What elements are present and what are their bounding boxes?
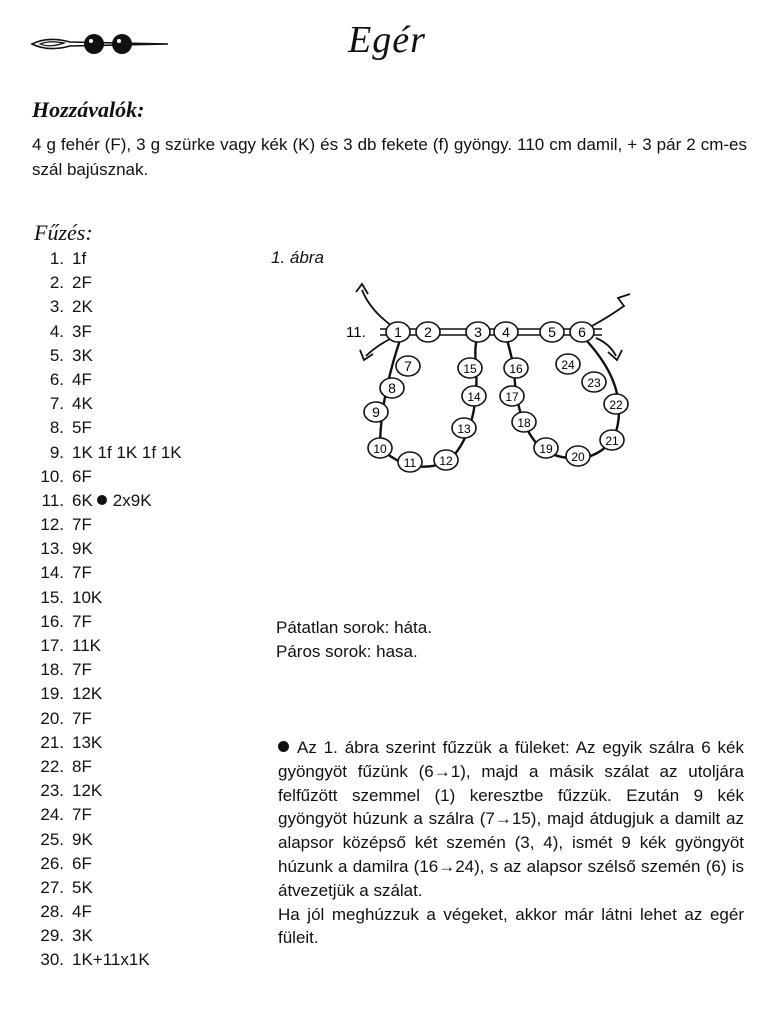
bead-label: 1 bbox=[394, 324, 402, 340]
thread-line bbox=[366, 338, 392, 356]
bead-label: 21 bbox=[605, 434, 619, 448]
step-number: 15. bbox=[40, 587, 64, 607]
step-number: 29. bbox=[40, 926, 64, 946]
step-item bbox=[24, 948, 182, 972]
step-number: 18. bbox=[40, 660, 64, 680]
bead-label: 9 bbox=[372, 404, 380, 420]
step-number: 17. bbox=[40, 636, 64, 655]
step-number: 8. bbox=[49, 418, 64, 438]
instructions-paragraph-2: Ha jól meghúzzuk a végeket, akkor már látni lehet az egér füleit. bbox=[278, 904, 744, 948]
step-item bbox=[24, 392, 182, 416]
bead bbox=[368, 438, 392, 458]
step-item bbox=[24, 368, 182, 392]
step-text: 3K bbox=[72, 345, 93, 365]
bead bbox=[396, 356, 420, 376]
bead-label: 11 bbox=[403, 456, 417, 470]
bead-label: 6 bbox=[578, 324, 586, 340]
step-item bbox=[24, 586, 182, 610]
bead-label: 5 bbox=[548, 324, 556, 340]
bead bbox=[386, 322, 410, 342]
step-number: 30. bbox=[40, 950, 64, 970]
step-text: 3K bbox=[72, 926, 93, 946]
step-text: 8F bbox=[72, 756, 92, 776]
step-number: 5. bbox=[49, 345, 64, 365]
step-item bbox=[24, 320, 182, 344]
step-item bbox=[24, 295, 182, 319]
step-text: 9K bbox=[72, 829, 93, 849]
ear-bead-diagram bbox=[340, 280, 640, 480]
step-number: 13. bbox=[40, 539, 64, 559]
step-text: 7F bbox=[72, 805, 92, 825]
bead-label: 8 bbox=[388, 380, 396, 396]
even-rows-note: Páros sorok: hasa. bbox=[276, 642, 418, 661]
bead-label: 16 bbox=[509, 362, 523, 376]
bead-label: 15 bbox=[463, 362, 477, 376]
step-number: 7. bbox=[49, 394, 64, 414]
step-item bbox=[24, 900, 182, 924]
step-item bbox=[24, 924, 182, 948]
step-text: 7F bbox=[72, 563, 92, 583]
needle-with-beads-icon bbox=[28, 28, 178, 60]
step-number: 25. bbox=[40, 829, 64, 849]
step-number: 11. bbox=[41, 490, 64, 510]
step-number: 12. bbox=[40, 515, 64, 535]
step-item bbox=[24, 852, 182, 876]
step-text: 4F bbox=[72, 902, 92, 922]
bead-label: 14 bbox=[467, 390, 481, 404]
step-item bbox=[24, 610, 182, 634]
step-text: 2K bbox=[72, 297, 93, 317]
step-number: 14. bbox=[40, 563, 64, 583]
step-text: 2F bbox=[72, 273, 92, 293]
step-item bbox=[24, 755, 182, 779]
step-item bbox=[24, 344, 182, 368]
side-label: 11. bbox=[346, 324, 366, 341]
step-item bbox=[24, 828, 182, 852]
step-text: 12K bbox=[72, 781, 103, 801]
threading-steps-list bbox=[24, 247, 182, 973]
bead-label: 10 bbox=[373, 442, 387, 456]
bead bbox=[570, 322, 594, 342]
step-item bbox=[24, 876, 182, 900]
step-text: 6K bbox=[72, 490, 93, 510]
instructions-paragraph-1: Az 1. ábra szerint fűzzük a füleket: Az egyik szálra 6 kék gyöngyöt fűzünk (6→1), majd a másik szálat az utoljára felfűzött szemmel (1) keresztbe fűzzük. Ezután 9 kék gyöngyöt húzunk a szálra (7→15), majd átdugjuk a damilt az alapsor középső két szemén (3, 4), ismét 9 kék gyöngyöt húzunk a damilra (16→24), s az alapsor szélső szemén (6) is átvezetjük a szálat. bbox=[278, 738, 744, 900]
bullet-icon bbox=[278, 741, 289, 752]
step-number: 9. bbox=[49, 442, 64, 462]
step-item bbox=[24, 561, 182, 585]
step-item bbox=[24, 489, 182, 513]
bead bbox=[556, 354, 580, 374]
step-text: 5K bbox=[72, 877, 93, 897]
bead bbox=[604, 394, 628, 414]
bead-label: 17 bbox=[505, 390, 519, 404]
threading-heading: Fűzés: bbox=[34, 220, 93, 245]
bead bbox=[364, 402, 388, 422]
bead-label: 18 bbox=[517, 416, 531, 430]
step-item bbox=[24, 707, 182, 731]
odd-rows-note: Pátatlan sorok: háta. bbox=[276, 618, 432, 637]
bead-label: 23 bbox=[587, 376, 601, 390]
bead bbox=[534, 438, 558, 458]
bead-label: 22 bbox=[609, 398, 623, 412]
bead bbox=[540, 322, 564, 342]
bead-label: 19 bbox=[539, 442, 553, 456]
bead bbox=[512, 412, 536, 432]
bead-label: 3 bbox=[474, 324, 482, 340]
step-text: 13K bbox=[72, 732, 103, 752]
step-number: 16. bbox=[40, 611, 64, 631]
thread-line bbox=[592, 294, 630, 326]
bead bbox=[434, 450, 458, 470]
step-number: 1. bbox=[49, 249, 64, 268]
step-number: 2. bbox=[49, 273, 64, 293]
bead bbox=[458, 358, 482, 378]
step-number: 21. bbox=[40, 732, 64, 752]
step-item bbox=[24, 682, 182, 706]
bead bbox=[566, 446, 590, 466]
step-number: 10. bbox=[40, 466, 64, 486]
step-number: 3. bbox=[49, 297, 64, 317]
step-number: 28. bbox=[40, 902, 64, 922]
bead-label: 2 bbox=[424, 324, 432, 340]
step-text: 10K bbox=[72, 587, 103, 607]
bead bbox=[504, 358, 528, 378]
figure-caption: 1. ábra bbox=[271, 248, 324, 267]
step-text: 7F bbox=[72, 611, 92, 631]
step-item bbox=[24, 416, 182, 440]
step-text: 4F bbox=[72, 369, 92, 389]
step-number: 22. bbox=[40, 756, 64, 776]
bead bbox=[380, 378, 404, 398]
bead bbox=[452, 418, 476, 438]
step-item bbox=[24, 537, 182, 561]
step-text: 11K bbox=[72, 636, 101, 655]
step-item bbox=[24, 513, 182, 537]
step-extra: 2x9K bbox=[112, 490, 152, 510]
step-text: 7F bbox=[72, 708, 92, 728]
materials-text: 4 g fehér (F), 3 g szürke vagy kék (K) és 3 db fekete (f) gyöngy. 110 cm damil, + 3 pár 2 cm-es szál bajúsznak. bbox=[32, 135, 747, 179]
step-number: 19. bbox=[40, 684, 64, 704]
step-text: 9K bbox=[72, 539, 93, 559]
step-item bbox=[24, 779, 182, 803]
bead-label: 20 bbox=[571, 450, 585, 464]
step-text: 7F bbox=[72, 660, 92, 680]
bead-label: 4 bbox=[502, 324, 510, 340]
step-number: 20. bbox=[40, 708, 64, 728]
bead bbox=[500, 386, 524, 406]
bead-label: 12 bbox=[439, 454, 453, 468]
step-item bbox=[24, 441, 182, 465]
step-number: 26. bbox=[40, 853, 64, 873]
bead bbox=[494, 322, 518, 342]
page-title: Egér bbox=[348, 19, 426, 61]
bead-label: 24 bbox=[561, 358, 575, 372]
step-text: 6F bbox=[72, 466, 92, 486]
step-number: 27. bbox=[40, 877, 64, 897]
step-number: 6. bbox=[49, 369, 64, 389]
bead bbox=[416, 322, 440, 342]
step-text: 3F bbox=[72, 321, 92, 341]
thread-line bbox=[362, 290, 392, 326]
bullet-icon bbox=[97, 495, 107, 505]
step-text: 4K bbox=[72, 394, 93, 414]
step-item bbox=[24, 658, 182, 682]
instructions bbox=[278, 736, 744, 950]
step-item bbox=[24, 247, 182, 271]
thread-line bbox=[596, 338, 616, 356]
step-text: 1K 1f 1K 1f 1K bbox=[72, 442, 182, 462]
thread-line bbox=[356, 284, 368, 294]
step-item bbox=[24, 634, 182, 658]
step-number: 24. bbox=[40, 805, 64, 825]
bead-label: 13 bbox=[457, 422, 471, 436]
step-text: 1K+11x1K bbox=[72, 950, 150, 970]
step-text: 1f bbox=[72, 249, 87, 268]
bead bbox=[462, 386, 486, 406]
bead bbox=[600, 430, 624, 450]
step-item bbox=[24, 803, 182, 827]
step-text: 7F bbox=[72, 515, 92, 535]
step-text: 12K bbox=[72, 684, 103, 704]
bead bbox=[398, 452, 422, 472]
step-item bbox=[24, 731, 182, 755]
bead-group bbox=[364, 322, 628, 472]
bead bbox=[466, 322, 490, 342]
step-text: 6F bbox=[72, 853, 92, 873]
bead-label: 7 bbox=[404, 358, 412, 374]
step-text: 5F bbox=[72, 418, 92, 438]
step-item bbox=[24, 271, 182, 295]
bead bbox=[582, 372, 606, 392]
step-item bbox=[24, 465, 182, 489]
step-number: 23. bbox=[40, 781, 64, 801]
step-number: 4. bbox=[49, 321, 64, 341]
materials-heading: Hozzávalók: bbox=[32, 97, 145, 122]
